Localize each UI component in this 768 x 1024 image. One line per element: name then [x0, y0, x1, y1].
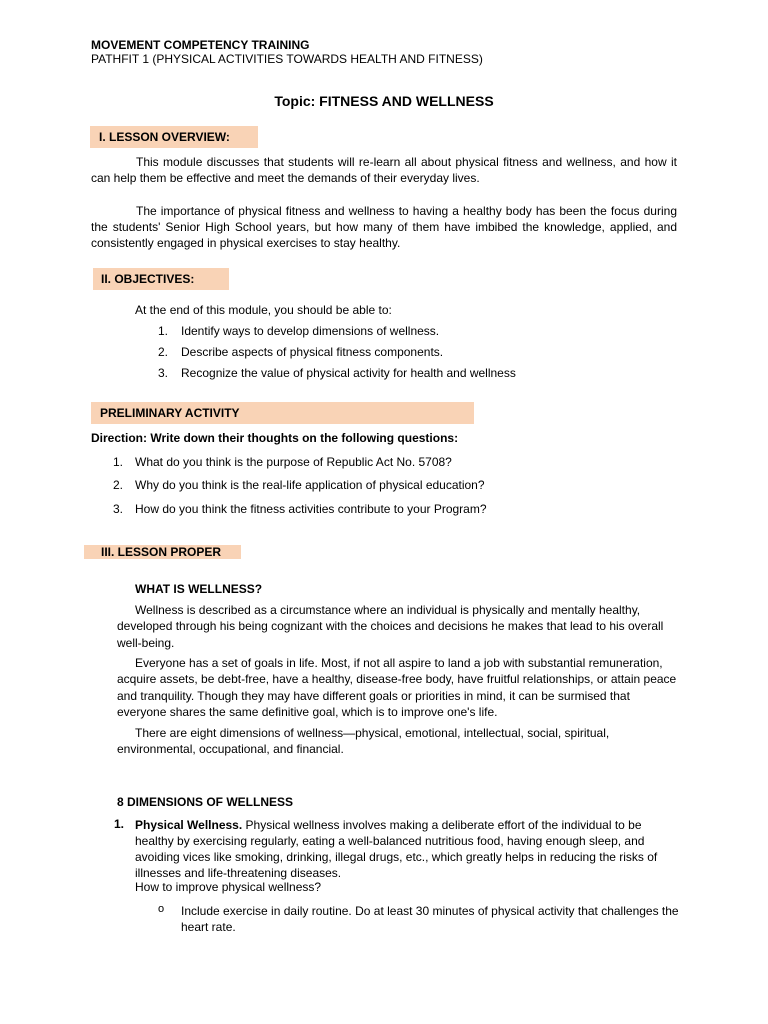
- section-heading-overview: [90, 126, 258, 148]
- list-number: 1.: [112, 455, 123, 469]
- list-number: 2.: [112, 478, 123, 492]
- questions-list: [0, 455, 768, 519]
- overview-paragraph-2: The importance of physical fitness and wellness to having a healthy body has been the focus during the students' Senior High School years, but how many of them have imbibed the knowledge, applied, and consistently engaged in physical exercises to stay healthy.: [91, 204, 677, 250]
- bullet-item: Include exercise in daily routine. Do at least 30 minutes of physical activity that challenges the heart rate.: [181, 904, 679, 934]
- section-heading-label: III. LESSON PROPER: [101, 545, 222, 559]
- dimension-text: Physical wellness involves making a deliberate effort of the individual to be healthy by exercising regularly, eating a well-balanced nutritious food, having enough sleep, and avoiding vices like smoking, drinking, illegal drugs, etc., which greatly helps in reducing the risks of illnesses and life-threatening diseases.: [135, 818, 658, 880]
- list-item: Identify ways to develop dimensions of wellness.: [181, 324, 440, 338]
- list-number: 1.: [157, 324, 168, 338]
- dimensions-heading: 8 DIMENSIONS OF WELLNESS: [117, 795, 294, 809]
- bullet-marker: o: [158, 903, 165, 915]
- course-subtitle: PATHFIT 1 (PHYSICAL ACTIVITIES TOWARDS HEALTH AND FITNESS): [91, 52, 483, 66]
- subheading-wellness: WHAT IS WELLNESS?: [135, 582, 263, 596]
- list-number: 3.: [112, 502, 123, 516]
- lesson-paragraph-1: Wellness is described as a circumstance where an individual is physically and mentally healthy, developed through his being cognizant with the choices and decisions he makes that lead to his overall well-being.: [117, 603, 664, 650]
- objectives-intro: At the end of this module, you should be able to:: [135, 303, 392, 317]
- section-heading-objectives: [93, 268, 229, 290]
- list-item: Why do you think is the real-life application of physical education?: [135, 478, 485, 492]
- page-title: Topic: FITNESS AND WELLNESS: [274, 93, 494, 109]
- list-item: Recognize the value of physical activity for health and wellness: [181, 366, 516, 380]
- section-heading-label: PRELIMINARY ACTIVITY: [100, 406, 240, 420]
- dimension-title: Physical Wellness.: [135, 818, 243, 832]
- dimension-item-physical: [135, 817, 680, 881]
- list-number: 3.: [157, 366, 168, 380]
- section-heading-preliminary: [91, 402, 474, 424]
- list-item: How do you think the fitness activities contribute to your Program?: [135, 502, 487, 516]
- lesson-paragraph-3: There are eight dimensions of wellness—physical, emotional, intellectual, social, spiritual, environmental, occupational, and financial.: [117, 726, 610, 757]
- section-heading-lesson: [84, 545, 241, 559]
- direction-text: Direction: Write down their thoughts on the following questions:: [91, 431, 459, 445]
- objectives-list: [0, 324, 768, 388]
- list-number: 2.: [157, 345, 168, 359]
- lesson-paragraph-2: Everyone has a set of goals in life. Most, if not all aspire to land a job with substantial remuneration, acquire assets, be debt-free, have a healthy, disease-free body, have fruitful relationships, or attain peace and tranquility. Though they may have different goals or priorities in mind, it can be surmised that everyone shares the same definitive goal, which is to improve one's life.: [117, 656, 677, 719]
- overview-paragraph-1: This module discusses that students will re-learn all about physical fitness and wellness, and how it can help them be effective and meet the demands of their everyday lives.: [91, 155, 677, 185]
- list-item: What do you think is the purpose of Republic Act No. 5708?: [135, 455, 452, 469]
- section-heading-label: II. OBJECTIVES:: [101, 272, 195, 286]
- course-title: MOVEMENT COMPETENCY TRAINING: [91, 38, 310, 52]
- list-number: 1.: [114, 817, 125, 831]
- section-heading-label: I. LESSON OVERVIEW:: [99, 130, 230, 144]
- list-item: Describe aspects of physical fitness components.: [181, 345, 444, 359]
- how-to-question: How to improve physical wellness?: [135, 880, 322, 894]
